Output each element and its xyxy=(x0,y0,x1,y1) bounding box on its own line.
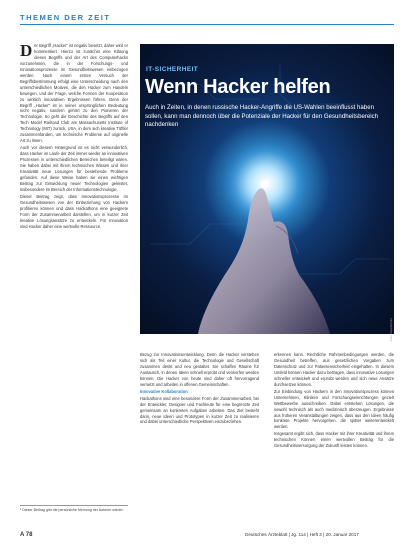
mid-paragraph-1: Bezug zur Innovationsentwicklung. Denn die Hacker verstehen sich als Teil einer Kultur, die Technologie und Gesellschaft zusammen denkt und neu gestaltet. Sie schaffen Räume für Austausch, in denen Ideen schnell erprobt und verworfen werden können. Die Hacker von heute sind daher oft hervorragend vernetzt und arbeiten in offenen Gemeinschaften. xyxy=(140,352,259,387)
left-paragraph-3: Dieser Beitrag zeigt, dass Innovationsprozesse im Gesundheitswesen von der Einbeziehung von Hackern profitieren können und dass Hackathons eine geeignete Form der Zusammenarbeit darstellen, um in kurzer Zeit kreative Lösungsansätze zu entwickeln. Für Innovation sind Hacker daher eine wertvolle Ressource. xyxy=(20,193,128,229)
right-paragraph-1: erkennen kann. Rechtliche Rahmenbedingungen werden, die Gesundheit betreffen, aus gesetzlichen Vorgaben zum Datenschutz und zur Patientensicherheit eingehalten. In diesem Umfeld können Hacker dazu beitragen, dass innovative Lösungen schneller entwickelt und erprobt werden und sich neue Ansätze durchsetzen können. xyxy=(274,352,394,387)
journal-footer: Deutsches Ärzteblatt | Jg. 114 | Heft 3 | 20. Januar 2017 xyxy=(245,532,359,537)
section-rule xyxy=(20,24,394,25)
left-column xyxy=(20,43,128,231)
right-column xyxy=(274,352,394,450)
article-lead: Auch in Zeiten, in denen russische Hacker-Angriffe die US-Wahlen beeinflusst haben sollen, kann man dennoch über die Potenziale der Hacker für den Gesundheitsbereich nachdenken xyxy=(145,104,379,128)
dropcap: D xyxy=(20,41,33,60)
right-paragraph-3: Insgesamt ergibt sich, dass Hacker mit ihrer Kreativität und ihrem technischen Können einen wertvollen Beitrag für die Gesundheitsversorgung der Zukunft leisten können. xyxy=(274,431,394,449)
right-paragraph-2: Zur Einbindung von Hackern in den Innovationsprozess können Unternehmen, Kliniken und Forschungseinrichtungen gezielt Wettbewerbe ausschreiben. Dabei entstehen Lösungen, die sowohl technisch als auch medizinisch überzeugen. Ergebnisse aus früheren Veranstaltungen zeigen, dass aus den Ideen häufig konkrete Projekte hervorgehen, die später weiterentwickelt werden. xyxy=(274,388,394,430)
article-kicker: IT-SICHERHEIT xyxy=(146,66,199,73)
footnote: ¹ Dieser Beitrag gibt die persönliche Meinung der Autoren wieder. xyxy=(20,505,128,513)
mid-paragraph-2: Hackathons sind eine besondere Form der Zusammenarbeit, bei der Entwickler, Designer und Fachleute für eine begrenzte Zeit gemeinsam an konkreten Aufgaben arbeiten. Das Ziel besteht darin, neue Ideen und Prototypen in kurzer Zeit zu realisieren und dabei unterschiedliche Perspektiven einzubeziehen. xyxy=(140,395,259,425)
subheading: Innovative Kollaboration xyxy=(140,388,188,394)
section-label: THEMEN DER ZEIT xyxy=(20,13,111,22)
mid-column xyxy=(140,352,259,426)
article-headline: Wenn Hacker helfen xyxy=(145,76,331,98)
left-paragraph-2: Auch vor diesem Hintergrund ist es nicht verwunderlich, dass Hacker im Laufe der Zeit immer wieder an innovativen Prozessen in unterschiedlichen Bereichen beteiligt waren. Sie haben dabei mit ihrem technischen Wissen und ihrer Kreativität neue Lösungen für bestehende Probleme gefunden. Auf diese Weise haben sie einen wichtigen Beitrag zur Entwicklung neuer Technologien geleistet, insbesondere im Bereich der Informationstechnologie. xyxy=(20,145,128,192)
left-paragraph-1: Der Begriff „Hacker“ ist negativ besetzt, daher wird er kommentiert. Hierzu ist zunächst eine Klärung dieses Begriffs und der Art des Computerhacks vorzunehmen, die in der Forschungs- und Innovationsprozesse im Gesundheitswesen einbezogen werden. Nach einem ersten Versuch der Begriffsbestimmung erfolgt eine Unterscheidung nach den unterschiedlichen Motiven, die den Hacker zum Handeln bewegen, und der Frage, welche Formen der Kooperation zu wirklich innovativen Ergebnissen führen. Denn der Begriff „Hacker“ ist in seiner ursprünglichen Bedeutung nicht negativ, sondern gehört zu den Pionieren der Technologie. So geht die Geschichte des Begriffs auf den Tech Model Railroad Club am Massachusetts Institute of Technology (MIT) zurück, USA, in dem sich kreative Tüftler zusammenfanden, um technische Probleme auf originelle Art zu lösen. xyxy=(20,41,128,144)
image-credit: Foto: iStockphoto xyxy=(389,318,393,342)
page-number: A 78 xyxy=(20,532,33,538)
